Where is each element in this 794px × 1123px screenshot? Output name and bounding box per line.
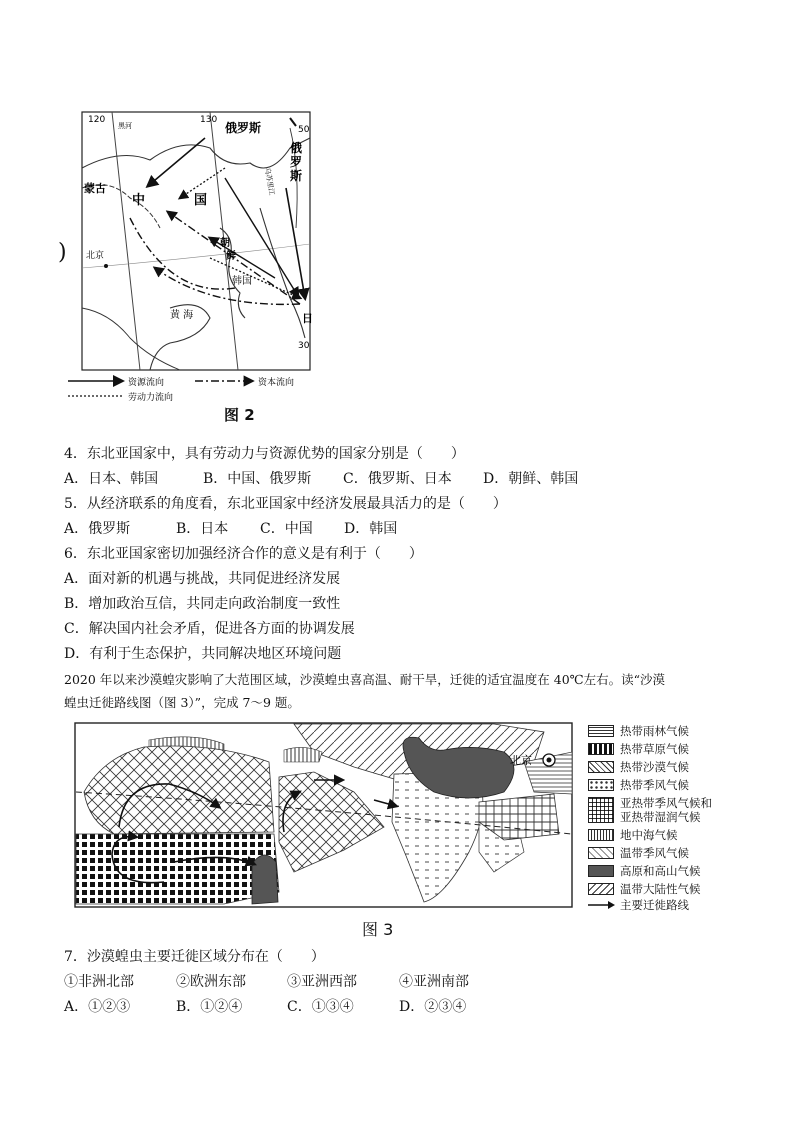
latitude-50-label: 50 xyxy=(298,125,310,135)
legend-label-temperate-monsoon: 温带季风气候 xyxy=(620,846,689,860)
figure-3-caption: 图 3 xyxy=(362,920,394,939)
q4-stem: 4．东北亚国家中，具有劳动力与资源优势的国家分别是（ ） xyxy=(64,446,465,462)
heilongjiang-label: 黑河 xyxy=(118,122,132,130)
legend-label-tropical-monsoon: 热带季风气候 xyxy=(620,778,689,792)
russia-label-2b: 罗 xyxy=(290,155,303,169)
legend-labor-label: 劳动力流向 xyxy=(128,393,174,403)
legend-label-tropical-rainforest: 热带雨林气候 xyxy=(620,724,689,738)
beijing-marker-center xyxy=(547,758,552,763)
beijing-label: 北京 xyxy=(86,251,105,261)
q6-option-a: A．面对新的机遇与挑战，共同促进经济发展 xyxy=(64,571,341,587)
swatch-tropical-monsoon xyxy=(588,779,614,791)
latitude-30-label: 30 xyxy=(298,341,310,351)
legend-resource-label: 资源流向 xyxy=(128,378,165,388)
q7-item-3: ③亚洲西部 xyxy=(287,974,357,990)
swatch-temperate-continental xyxy=(588,883,614,895)
q4-option-a: A．日本、韩国 xyxy=(64,471,159,487)
q4-option-c: C．俄罗斯、日本 xyxy=(343,471,452,487)
legend-label-mediterranean: 地中海气候 xyxy=(620,828,678,842)
longitude-130-label: 130 xyxy=(200,115,218,125)
russia-label-1: 俄罗斯 xyxy=(225,121,262,135)
south-korea-label: 韩国 xyxy=(232,276,252,287)
swatch-highland xyxy=(588,865,614,877)
q7-option-c: C．①③④ xyxy=(287,999,354,1015)
legend-capital-label: 资本流向 xyxy=(258,378,295,388)
swatch-temperate-monsoon xyxy=(588,847,614,859)
q5-stem: 5．从经济联系的角度看，东北亚国家中经济发展最具活力的是（ ） xyxy=(64,496,507,512)
q7-option-a: A．①②③ xyxy=(64,999,131,1015)
q6-option-d: D．有利于生态保护，共同解决地区环境问题 xyxy=(64,646,342,662)
left-bracket-mark: ) xyxy=(58,240,67,265)
swatch-tropical-savanna xyxy=(588,743,614,755)
legend-label-highland: 高原和高山气候 xyxy=(620,864,701,878)
q7-item-2: ②欧洲东部 xyxy=(176,974,246,990)
russia-label-2a: 俄 xyxy=(290,141,303,155)
legend-label-temperate-continental: 温带大陆性气候 xyxy=(620,882,701,896)
q5-option-d: D．韩国 xyxy=(344,521,398,537)
q7-option-d: D．②③④ xyxy=(399,999,467,1015)
q4-option-b: B．中国、俄罗斯 xyxy=(203,471,312,487)
yellow-sea-label: 黄 海 xyxy=(170,310,194,321)
q7-item-4: ④亚洲南部 xyxy=(399,974,469,990)
swatch-mediterranean xyxy=(588,829,614,841)
north-korea-label-2: 鲜 xyxy=(226,251,236,262)
migration-arrow-icon xyxy=(588,900,616,910)
q7-option-b: B．①②④ xyxy=(176,999,243,1015)
figure-2-svg xyxy=(60,108,330,408)
q5-option-a: A．俄罗斯 xyxy=(64,521,131,537)
figure-3-map xyxy=(74,722,574,908)
beijing-dot xyxy=(104,264,108,268)
china-label-zhong: 中 xyxy=(132,193,146,208)
mongolia-label: 蒙古 xyxy=(84,182,106,195)
q6-stem: 6．东北亚国家密切加强经济合作的意义是有利于（ ） xyxy=(64,546,423,562)
north-korea-label-1: 朝 xyxy=(220,238,230,249)
japan-label: 日 xyxy=(302,312,313,325)
legend-label-migration-route: 主要迁徙路线 xyxy=(620,898,689,912)
intro-line-1: 2020 年以来沙漠蝗灾影响了大范围区域，沙漠蝗虫喜高温、耐干旱，迁徙的适宜温度在 40℃左右。读“沙漠 xyxy=(64,672,666,687)
legend-label-subtropical-monsoon-1: 亚热带季风气候和 xyxy=(620,796,712,810)
swatch-tropical-desert xyxy=(588,761,614,773)
wusuli-river-label: 乌苏里江 xyxy=(263,166,276,196)
swatch-tropical-rainforest xyxy=(588,725,614,737)
q6-option-c: C．解决国内社会矛盾，促进各方面的协调发展 xyxy=(64,621,355,637)
figure-2-map xyxy=(60,108,330,408)
q7-item-1: ①非洲北部 xyxy=(64,974,134,990)
figure-2-caption: 图 2 xyxy=(224,406,255,424)
intro-line-2: 蝗虫迁徙路线图（图 3）”，完成 7～9 题。 xyxy=(64,695,300,710)
swatch-subtropical-monsoon xyxy=(588,797,614,823)
longitude-120-label: 120 xyxy=(88,115,106,125)
legend-label-tropical-savanna: 热带草原气候 xyxy=(620,742,689,756)
china-label-guo: 国 xyxy=(194,193,208,208)
q4-option-d: D．朝鲜、韩国 xyxy=(483,471,579,487)
fig3-beijing-label: 北京 xyxy=(510,754,532,767)
legend-label-subtropical-humid: 亚热带湿润气候 xyxy=(620,810,701,824)
figure-3-svg xyxy=(74,722,574,908)
q5-option-b: B．日本 xyxy=(176,521,229,537)
q7-stem: 7．沙漠蝗虫主要迁徙区域分布在（ ） xyxy=(64,949,325,965)
legend-label-tropical-desert: 热带沙漠气候 xyxy=(620,760,689,774)
q6-option-b: B．增加政治互信，共同走向政治制度一致性 xyxy=(64,596,341,612)
q5-option-c: C．中国 xyxy=(260,521,313,537)
russia-label-2c: 斯 xyxy=(290,169,303,183)
